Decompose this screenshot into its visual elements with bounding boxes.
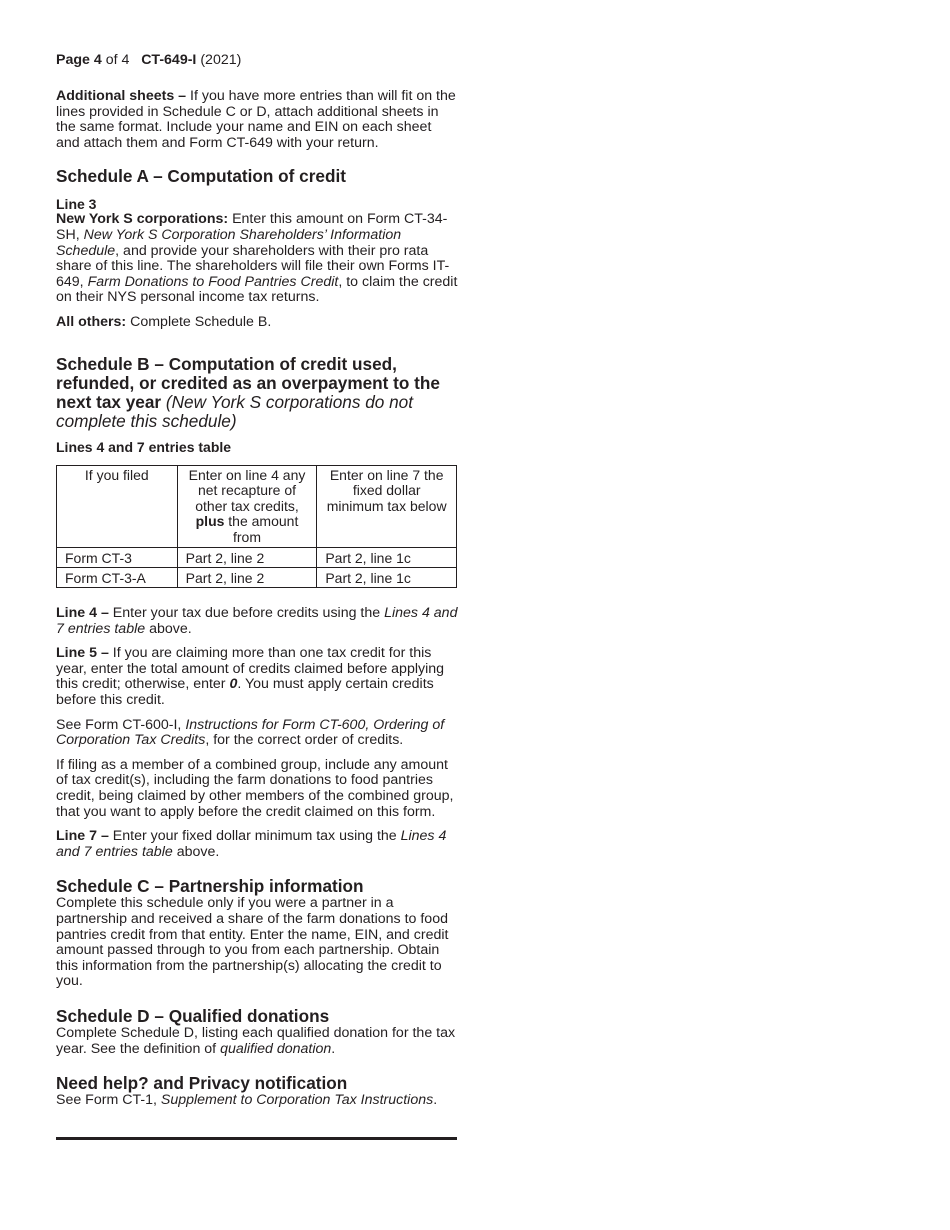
nys-corporations-paragraph: New York S corporations: Enter this amount on Form CT-34-SH, New York S Corporation Shareholders’ Information Schedule, and provide your shareholders with their pro rata share of this line. The shareholders will file their own Forms IT-649, Farm Donations to Food Pantries Credit, to claim the credit on their NYS personal income tax returns. [56, 211, 458, 306]
schedule-c-heading: Schedule C – Partnership information [56, 876, 364, 897]
instructions-column [56, 52, 458, 1109]
table-row: Form CT-3-A Part 2, line 2 Part 2, line 1c [57, 568, 457, 588]
col-line4: Enter on line 4 any net recapture of other tax credits, plus the amount from [177, 465, 317, 548]
table-header-row [57, 465, 457, 548]
additional-sheets-lead: Additional sheets – [56, 88, 187, 104]
combined-group-paragraph: If filing as a member of a combined group, include any amount of tax credit(s), including the farm donations to food pantries credit, being claimed by other members of the combined group, that you want to apply before the credit claimed on this form. [56, 756, 454, 820]
page-header [56, 52, 458, 68]
line3-label: Line 3 [56, 196, 97, 213]
end-rule [56, 1137, 457, 1140]
schedule-c-paragraph: Complete this schedule only if you were a partner in a partnership and received a share of the farm donations to food pantries credit from that entity. Enter the name, EIN, and credit amount passed through to you from each partnership. Obtain this information from the partnership(s) allocating the credit to you. [56, 895, 449, 990]
col-if-you-filed: If you filed [57, 465, 178, 548]
schedule-d-paragraph: Complete Schedule D, listing each qualified donation for the tax year. See the definition of qualified donation. [56, 1024, 456, 1057]
additional-sheets-paragraph: Additional sheets – If you have more entries than will fit on the lines provided in Schedule C or D, attach additional sheets in the same format. Include your name and EIN on each sheet and attach them and Form CT-649 with your return. [56, 88, 456, 151]
schedule-a-heading: Schedule A – Computation of credit [56, 166, 346, 187]
help-paragraph: See Form CT-1, Supplement to Corporation Tax Instructions. [56, 1092, 438, 1109]
line5-paragraph: Line 5 – If you are claiming more than one tax credit for this year, enter the total amount of credits claimed before applying this credit; otherwise, enter 0. You must apply certain credits before this credit. [56, 645, 445, 708]
entries-table-title: Lines 4 and 7 entries table [56, 438, 232, 455]
help-heading: Need help? and Privacy notification [56, 1073, 348, 1094]
entries-table [56, 465, 457, 589]
page-number: Page 4 [56, 52, 102, 68]
form-year: (2021) [196, 52, 242, 68]
line4-paragraph: Line 4 – Enter your tax due before credits using the Lines 4 and 7 entries table above. [56, 605, 458, 637]
col-line7: Enter on line 7 the fixed dollar minimum tax below [317, 465, 457, 548]
line7-paragraph: Line 7 – Enter your fixed dollar minimum tax using the Lines 4 and 7 entries table above. [56, 828, 447, 860]
all-others-paragraph: All others: Complete Schedule B. [56, 313, 272, 330]
schedule-b-heading: Schedule B – Computation of credit used, refunded, or credited as an overpayment to the next tax year (New York S corporations do not complete this schedule) [56, 353, 440, 431]
schedule-d-heading: Schedule D – Qualified donations [56, 1005, 330, 1026]
ordering-paragraph: See Form CT-600-I, Instructions for Form CT-600, Ordering of Corporation Tax Credits, for the correct order of credits. [56, 716, 445, 749]
page-total: of 4 [101, 52, 130, 68]
form-id: CT-649-I [141, 52, 197, 68]
table-row: Form CT-3 Part 2, line 2 Part 2, line 1c [57, 548, 457, 568]
